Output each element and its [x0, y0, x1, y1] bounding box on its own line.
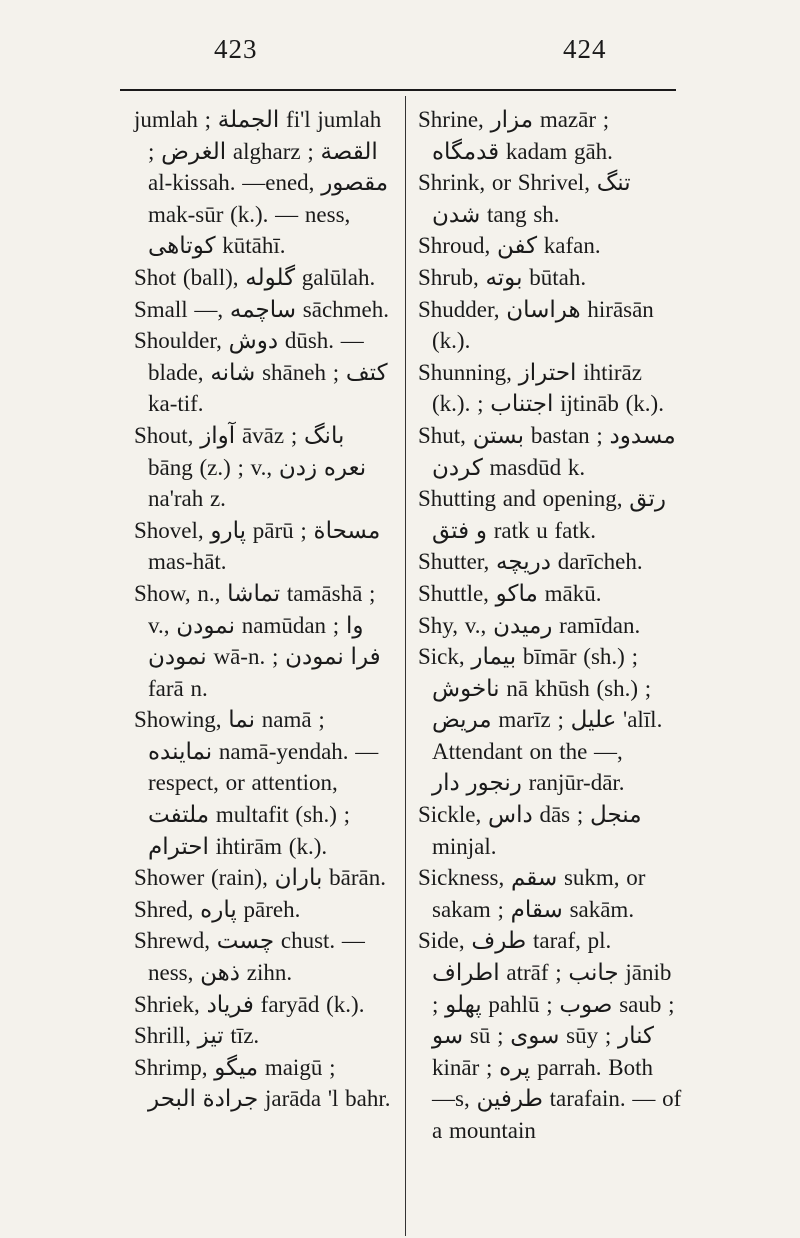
dictionary-entry: Shot (ball), گلوله galūlah.	[134, 264, 376, 290]
dictionary-entry: Shy, v., رمیدن ramīdan.	[418, 612, 641, 638]
dictionary-entry: Sick, بیمار bīmār (sh.) ; ناخوش nā khūsh (sh.) ; مریض marīz ; علیل 'alīl. Attendant on the —, رنجور دار ranjūr-dār.	[418, 644, 663, 796]
dictionary-entry: jumlah ; الجملة fi'l jumlah ; الغرض algharz ; القصة al-kissah. —ened, مقصور mak-sūr (k.). — ness, کوتاهی kūtāhī.	[134, 107, 389, 259]
column-divider	[405, 96, 406, 1236]
dictionary-entry: Shutter, دریچه darīcheh.	[418, 549, 643, 575]
dictionary-entry: Side, طرف taraf, pl. اطراف atrāf ; جانب jānib ; پهلو pahlū ; صوب saub ; سو sū ; سوی sūy ; کنار kinār ; پره parrah. Both —s, طرفین tarafain. — of a mountain	[418, 928, 682, 1143]
dictionary-entry: Shut, بستن bastan ; مسدود کردن masdūd k.	[418, 422, 676, 480]
page-number-left: 423	[214, 34, 258, 64]
dictionary-entry: Sickness, سقم sukm, or sakam ; سقام sakām.	[418, 865, 646, 922]
dictionary-entry: Shudder, هراسان hirāsān (k.).	[418, 296, 654, 354]
dictionary-entry: Shunning, احتراز ihtirāz (k.). ; اجتناب ijtināb (k.).	[418, 359, 664, 417]
dictionary-entry: Shrill, تیز tīz.	[134, 1023, 260, 1049]
dictionary-entry: Shrine, مزار mazār ; قدمگاه kadam gāh.	[418, 107, 613, 164]
dictionary-entry: Shuttle, ماکو mākū.	[418, 580, 602, 606]
dictionary-entry: Shovel, پارو pārū ; مسحاة mas-hāt.	[134, 517, 381, 575]
left-column	[134, 104, 392, 1115]
dictionary-entry: Shrimp, میگو maigū ; جرادة البحر jarāda 'l bahr.	[134, 1054, 391, 1112]
dictionary-entry: Shrub, بوته būtah.	[418, 264, 587, 290]
dictionary-entry: Shrink, or Shrivel, تنگ شدن tang sh.	[418, 170, 631, 227]
header-rule	[120, 89, 676, 91]
dictionary-entry: Small —, ساچمه sāchmeh.	[134, 296, 390, 322]
dictionary-entry: Shrewd, چست chust. —ness, ذهن zihn.	[134, 928, 365, 986]
dictionary-entry: Shower (rain), باران bārān.	[134, 865, 386, 891]
dictionary-entry: Sickle, داس dās ; منجل minjal.	[418, 802, 642, 859]
dictionary-entry: Shriek, فریاد faryād (k.).	[134, 991, 365, 1017]
dictionary-entry: Shoulder, دوش dūsh. — blade, شانه shāneh ; کتف ka-tif.	[134, 328, 388, 417]
dictionary-entry: Shout, آواز āvāz ; بانگ bāng (z.) ; v., نعره زدن na'rah z.	[134, 422, 367, 512]
dictionary-entry: Shutting and opening, رتق و فتق ratk u fatk.	[418, 486, 666, 543]
page-number-right: 424	[563, 34, 607, 64]
right-column	[418, 104, 682, 1147]
dictionary-entry: Shred, پاره pāreh.	[134, 896, 301, 922]
dictionary-entry: Shroud, کفن kafan.	[418, 233, 601, 259]
dictionary-entry: Showing, نما namā ; نماینده namā-yendah. — respect, or attention, ملتفت multafit (sh.) ; احترام ihtirām (k.).	[134, 707, 379, 859]
dictionary-entry: Show, n., تماشا tamāshā ; v., نمودن namūdan ; وا نمودن wā-n. ; فرا نمودن farā n.	[134, 580, 381, 701]
